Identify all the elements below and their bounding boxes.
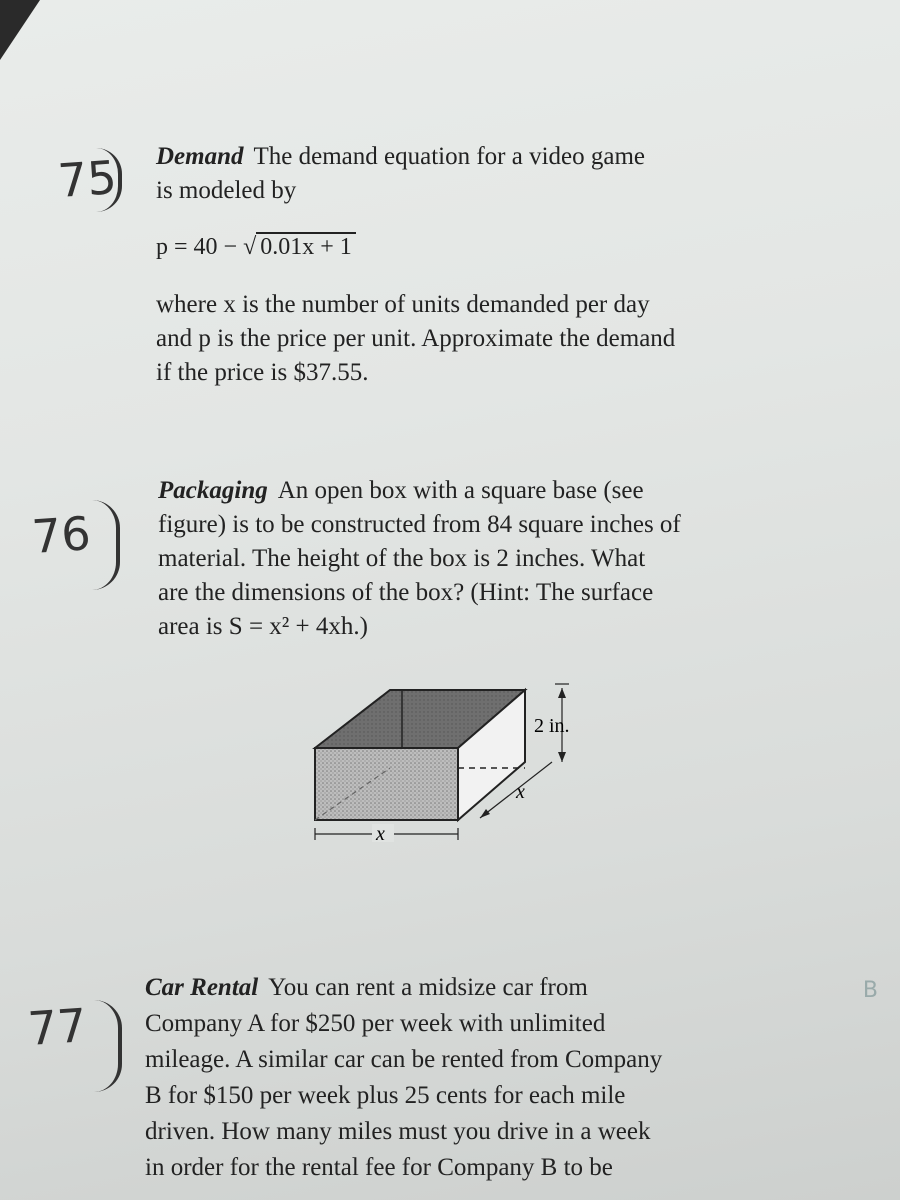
problem-77-line3: mileage. A similar car can be rented from Company	[145, 1046, 663, 1073]
problem-76-line3: material. The height of the box is 2 inches. What	[158, 545, 646, 572]
problem-75-line2: is modeled by	[156, 177, 297, 204]
problem-76-line4: are the dimensions of the box? (Hint: The surface	[158, 579, 654, 606]
handwritten-paren-76	[92, 500, 120, 590]
problem-77-title: Car Rental	[145, 974, 259, 1001]
handwritten-number-76: 76	[30, 506, 93, 564]
margin-mark: B	[862, 978, 878, 1003]
problem-76-line2: figure) is to be constructed from 84 square inches of	[158, 511, 681, 538]
handwritten-number-77: 77	[26, 998, 89, 1056]
problem-77-line2: Company A for $250 per week with unlimited	[145, 1010, 606, 1037]
problem-76-line5: area is S = x² + 4xh.)	[158, 613, 368, 640]
depth-label: x	[516, 781, 525, 803]
sqrt-sign-icon: √	[243, 234, 257, 260]
problem-75-line4: and p is the price per unit. Approximate the demand	[156, 325, 676, 352]
problem-76-line1: An open box with a square base (see	[277, 477, 644, 504]
problem-75	[156, 140, 746, 390]
problem-76-title: Packaging	[158, 477, 268, 504]
equation-radicand: 0.01x + 1	[256, 232, 356, 260]
problem-75-line5: if the price is $37.55.	[156, 359, 369, 386]
demand-equation	[156, 230, 746, 264]
handwritten-number-75: 75	[56, 150, 119, 208]
box-front-face	[315, 748, 458, 820]
problem-77-line5: driven. How many miles must you drive in a week	[145, 1118, 651, 1145]
page-corner-shadow	[0, 0, 40, 60]
problem-75-line1: The demand equation for a video game	[253, 143, 646, 170]
problem-76	[158, 474, 758, 644]
problem-75-line3: where x is the number of units demanded per day	[156, 291, 650, 318]
height-label: 2 in.	[534, 715, 570, 737]
problem-77-line4: B for $150 per week plus 25 cents for each mile	[145, 1082, 626, 1109]
open-box-figure	[290, 670, 590, 850]
width-label: x	[376, 823, 385, 845]
problem-77-line6: in order for the rental fee for Company B to be	[145, 1154, 613, 1181]
problem-77	[145, 970, 760, 1186]
problem-77-line1: You can rent a midsize car from	[268, 974, 588, 1001]
problem-75-title: Demand	[156, 143, 244, 170]
equation-left: p = 40 −	[156, 234, 244, 260]
handwritten-paren-77	[94, 1000, 122, 1092]
